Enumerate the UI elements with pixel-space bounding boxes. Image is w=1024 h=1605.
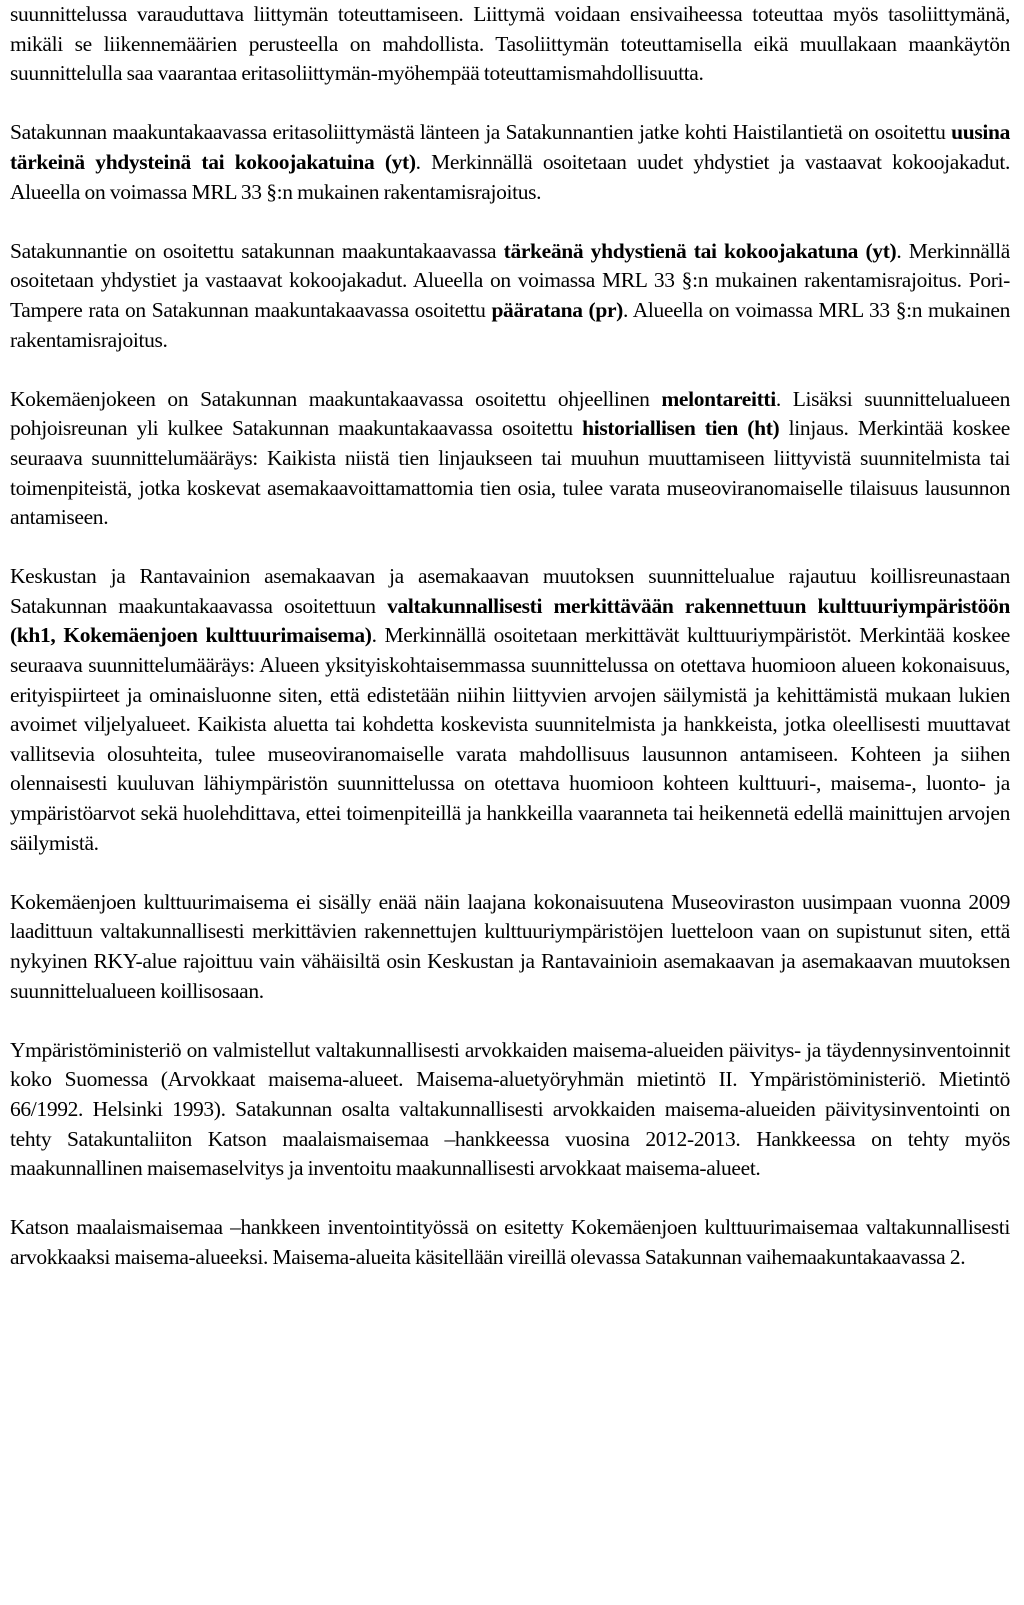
paragraph-cultural-environment [10,562,1010,858]
bold-term: valtakunnallisesti merkittävään rakennettuun kulttuuriympäristöön (kh1, Kokemäenjoen kulttuurimaisema) [10,593,1010,648]
paragraph-katson-maalaismaisemaa [10,1213,1010,1272]
text-segment: Satakunnantie on osoitettu satakunnan maakuntakaavassa [10,238,504,263]
bold-term: melontareitti [661,386,776,411]
text-segment: Kokemäenjoen kulttuurimaisema ei sisälly enää näin laajana kokonaisuutena Museoviraston uusimpaan vuonna 2009 laadittuun valtakunnallisesti merkittävien rakennettujen kulttuuriympäristöjen luetteloon vaan on supistunut siten, että nykyinen RKY-alue rajoittuu vain vähäisiltä osin Keskustan ja Rantavainioin asemakaavan ja asemakaavan muutoksen suunnittelualueen koillisosaan. [10,889,1010,1003]
text-segment: Satakunnan maakuntakaavassa eritasoliittymästä länteen ja Satakunnantien jatke kohti Haistilantietä on osoitettu [10,120,952,145]
paragraph-landscape-inventory [10,1036,1010,1184]
bold-term: pääratana (pr) [491,297,623,322]
text-segment: Ympäristöministeriö on valmistellut valtakunnallisesti arvokkaiden maisema-alueiden päivitys- ja täydennysinventoinnit koko Suomessa (Arvokkaat maisema-alueet. Maisema-aluetyöryhmän mietintö II. Ympäristöministeriö. Mietintö 66/1992. Helsinki 1993). Satakunnan osalta valtakunnallisesti arvokkaiden maisema-alueiden päivitysinventointi on tehty Satakuntaliiton Katson maalaismaisemaa –hankkeessa vuosina 2012-2013. Hankkeessa on tehty myös maakunnallinen maisemaselvitys ja inventoitu maakunnallisesti arvokkaat maisema-alueet. [10,1037,1010,1181]
bold-term: uusina tärkeinä yhdysteinä tai kokoojakatuina (yt) [10,120,1010,174]
text-segment: . Alueella on voimassa MRL 33 §:n mukainen rakentamisrajoitus. [10,297,1010,352]
text-segment: . Merkinnällä osoitetaan yhdystiet ja vastaavat kokoojakadut. Alueella on voimassa MRL 33 §:n mukainen rakentamisrajoitus. Pori-Tampere rata on Satakunnan maakuntakaavassa osoitettu [10,238,1010,322]
text-segment: . Merkinnällä osoitetaan uudet yhdystiet ja vastaavat kokoojakadut. Alueella on voimassa MRL 33 §:n mukainen rakentamisrajoitus. [10,149,1010,204]
text-segment: Kokemäenjokeen on Satakunnan maakuntakaavassa osoitettu ohjeellinen [10,386,662,411]
paragraph-canoe-route-historic-road [10,385,1010,533]
text-segment: linjaus. Merkintää koskee seuraava suunnittelumääräys: Kaikista niistä tien linjaukseen tai muuhun muuttamiseen liittyvistä suunnitelmista tai toimenpiteistä, jotka koskevat asemakaavoittamattomia tien osia, tulee varata museoviranomaiselle tilaisuus lausunnon antamiseen. [10,416,1011,530]
paragraph-satakunnantie-railway [10,237,1010,355]
paragraph-junction-planning [10,0,1010,89]
bold-term: tärkeänä yhdystienä tai kokoojakatuna (yt) [503,238,897,263]
bold-term: historiallisen tien (ht) [582,416,780,441]
paragraph-rky-area [10,888,1010,1006]
text-segment: Keskustan ja Rantavainion asemakaavan ja asemakaavan muutoksen suunnittelualue rajautuu koillisreunastaan Satakunnan maakuntakaavassa osoitettuun [10,564,1010,618]
text-segment: suunnittelussa varauduttava liittymän toteuttamiseen. Liittymä voidaan ensivaiheessa toteuttaa myös tasoliittymänä, mikäli se liikennemäärien perusteella on mahdollista. Tasoliittymän toteuttamisella eikä muullakaan maankäytön suunnittelulla saa vaarantaa eritasoliittymän-myöhempää toteuttamismahdollisuutta. [10,2,1010,86]
text-segment: . Merkinnällä osoitetaan merkittävät kulttuuriympäristöt. Merkintää koskee seuraava suunnittelumääräys: Alueen yksityiskohtaisemmassa suunnittelussa on otettava huomioon alueen kokonaisuus, erityispiirteet ja ominaisluonne siten, että edistetään niihin liittyvien arvojen säilymistä ja kehittämistä mukaan lukien avoimet viljelyalueet. Kaikista aluetta tai kohdetta koskevista suunnitelmista ja hankkeista, jotka oleellisesti muuttavat vallitsevia olosuhteita, tulee museoviranomaiselle varata mahdollisuus lausunnon antamiseen. Kohteen ja siihen olennaisesti kuuluvan lähiympäristön suunnittelussa on otettava huomioon kohteen kulttuuri-, maisema-, luonto- ja ympäristöarvot sekä huolehdittava, ettei toimenpiteillä ja hankkeilla vaaranneta tai heikennetä edellä mainittujen arvojen säilymistä. [10,623,1010,855]
document-page [10,0,1010,1302]
text-segment: Katson maalaismaisemaa –hankkeen inventointityössä on esitetty Kokemäenjoen kulttuurimaisemaa valtakunnallisesti arvokkaaksi maisema-alueeksi. Maisema-alueita käsitellään vireillä olevassa Satakunnan vaihemaakuntakaavassa 2. [10,1215,1010,1269]
text-segment: . Lisäksi suunnittelualueen pohjoisreunan yli kulkee Satakunnan maakuntakaavassa osoitettu [10,386,1010,441]
paragraph-new-connecting-roads [10,118,1010,207]
